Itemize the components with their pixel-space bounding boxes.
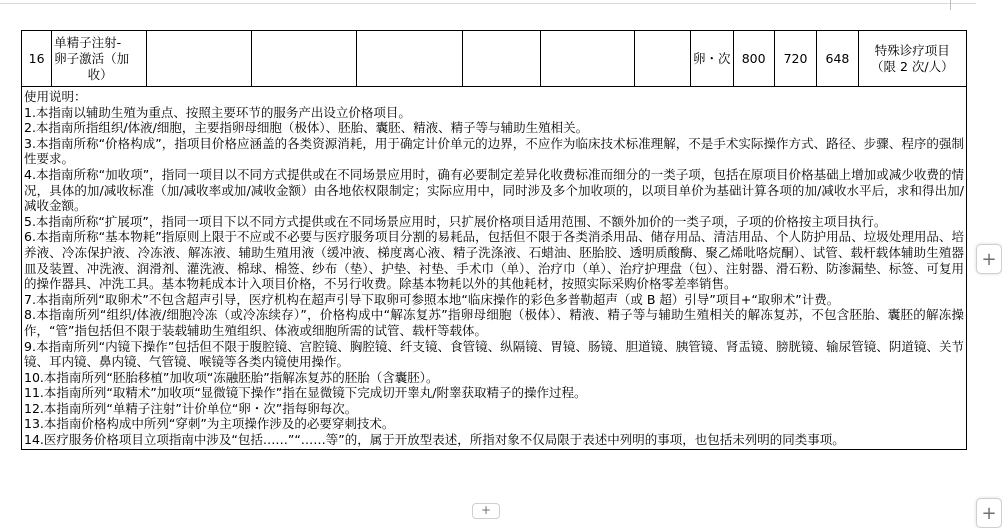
note-item: 7.本指南所列“取卵术”不包含超声引导，医疗机构在超声引导下取卵可参照本地“临床操作的彩色多普勒超声（或 B 超）引导”项目+“取卵术”计费。 (24, 291, 840, 307)
page-top-edge (0, 3, 976, 4)
unit-cell (691, 31, 733, 87)
note-item: 12.本指南所列“单精子注射”计价单位“卵・次”指每卵每次。 (24, 400, 358, 416)
price-value: 800 (741, 50, 766, 66)
empty-cell (635, 31, 691, 87)
note-item: 9.本指南所列“内镜下操作”包括但不限于腹腔镜、宫腔镜、胸腔镜、纤支镜、食管镜、纵隔镜、胃镜、肠镜、胆道镜、胰管镜、肾盂镜、膀胱镜、输尿管镜、阴道镜、关节镜、耳内镜、鼻内镜、气管镜、喉镜等各类内镜使用操作。 (24, 338, 964, 370)
empty-cell (252, 31, 357, 87)
note-item: 5.本指南所称“扩展项”，指同一项目下以不同方式提供或在不同场景应用时，只扩展价格项目适用范围、不额外加价的一类子项，子项的价格按主项目执行。 (24, 213, 887, 229)
note-item: 3.本指南所称“价格构成”，指项目价格应涵盖的各类资源消耗，用于确定计价单元的边界，不应作为临床技术标准理解，不是手术实际操作方式、路径、步骤、程序的强制性要求。 (24, 135, 964, 167)
price-value: 720 (783, 50, 808, 66)
usage-notes-cell (22, 87, 967, 450)
empty-cell (541, 31, 635, 87)
item-name-line: 卵子激活（加 (54, 50, 130, 66)
add-button[interactable] (976, 498, 1002, 528)
item-name-line: 单精子注射- (54, 34, 122, 50)
remark-cell (858, 31, 966, 87)
remark-line: 特殊诊疗项目 (874, 42, 950, 58)
notes-row (22, 87, 967, 450)
plus-icon: + (480, 503, 492, 517)
price-cell (774, 31, 816, 87)
table-row (22, 31, 967, 87)
note-item: 11.本指南所列“取精术”加收项“显微镜下操作”指在显微镜下完成切开睾丸/附睾获取精子的操作过程。 (24, 385, 587, 401)
item-name-line: 收） (87, 66, 113, 82)
empty-cell (463, 31, 541, 87)
note-item: 1.本指南以辅助生殖为重点、按照主要环节的服务产出设立价格项目。 (24, 104, 411, 120)
add-button[interactable] (976, 244, 1002, 274)
remark-line: （限 2 次/人） (870, 58, 954, 74)
item-name-cell (52, 31, 147, 87)
note-item: 2.本指南所指组织/体液/细胞，主要指卵母细胞（极体）、胚胎、囊胚、精液、精子等与辅助生殖相关。 (24, 120, 589, 136)
item-number: 16 (28, 50, 45, 66)
price-cell (733, 31, 774, 87)
note-item: 4.本指南所称“加收项”，指同一项目以不同方式提供或在不同场景应用时，确有必要制定差异化收费标准而细分的一类子项，包括在原项目价格基础上增加或减少收费的情况，具体的加/减收标准（加/减收率或加/减收金额）由各地依权限制定；实际应用中，同时涉及多个加收项的，以项目单价为基础计算各项的加/减收水平后，求和得出加/减收金额。 (24, 166, 964, 214)
empty-cell (357, 31, 463, 87)
plus-icon: + (981, 248, 997, 270)
pricing-unit: 卵・次 (693, 50, 731, 66)
price-value: 648 (825, 50, 850, 66)
page-corner-mark (950, 0, 951, 10)
note-item: 14.医疗服务价格项目立项指南中涉及“包括……”“……等”的，属于开放型表述，所指对象不仅局限于表述中列明的事项，也包括未列明的同类事项。 (24, 432, 845, 448)
notes-title: 使用说明： (24, 89, 87, 104)
note-item: 6.本指南所称“基本物耗”指原则上限于不应或不必要与医疗服务项目分割的易耗品，包括但不限于各类消杀用品、储存用品、清洁用品、个人防护用品、垃圾处理用品、培养液、冷冻保护液、冷冻液、解冻液、辅助生殖用液（缓冲液、梯度离心液、精子洗涤液、石蜡油、胚胎胶、透明质酸酶、聚乙烯吡咯烷酮）、试管、载杆载体辅助生殖器皿及装置、冲洗液、润滑剂、灌洗液、棉球、棉签、纱布（垫）、护垫、衬垫、手术巾（单）、治疗巾（单）、治疗护理盘（包）、注射器、滑石粉、防渗漏垫、标签、可复用的操作器具、冲洗工具。基本物耗成本计入项目价格，不另行收费。除基本物耗以外的其他耗材，按照实际采购价格零差率销售。 (24, 229, 964, 292)
note-item: 10.本指南所列“胚胎移植”加收项“冻融胚胎”指解冻复苏的胚胎（含囊胚）。 (24, 369, 439, 385)
price-cell (817, 31, 858, 87)
add-row-button[interactable] (472, 503, 500, 519)
plus-icon: + (981, 502, 997, 524)
item-number-cell (22, 31, 52, 87)
price-table (21, 30, 967, 450)
empty-cell (147, 31, 252, 87)
note-item: 13.本指南价格构成中所列“穿刺”为主项操作涉及的必要穿刺技术。 (24, 416, 395, 432)
note-item: 8.本指南所列“组织/体液/细胞冷冻（或冷冻续存）”，价格构成中“解冻复苏”指卵母细胞（极体）、精液、精子等与辅助生殖相关的解冻复苏，不包含胚胎、囊胚的解冻操作，“管”指包括但不限于装载辅助生殖组织、体液或细胞所需的试管、载杆等载体。 (24, 307, 964, 338)
